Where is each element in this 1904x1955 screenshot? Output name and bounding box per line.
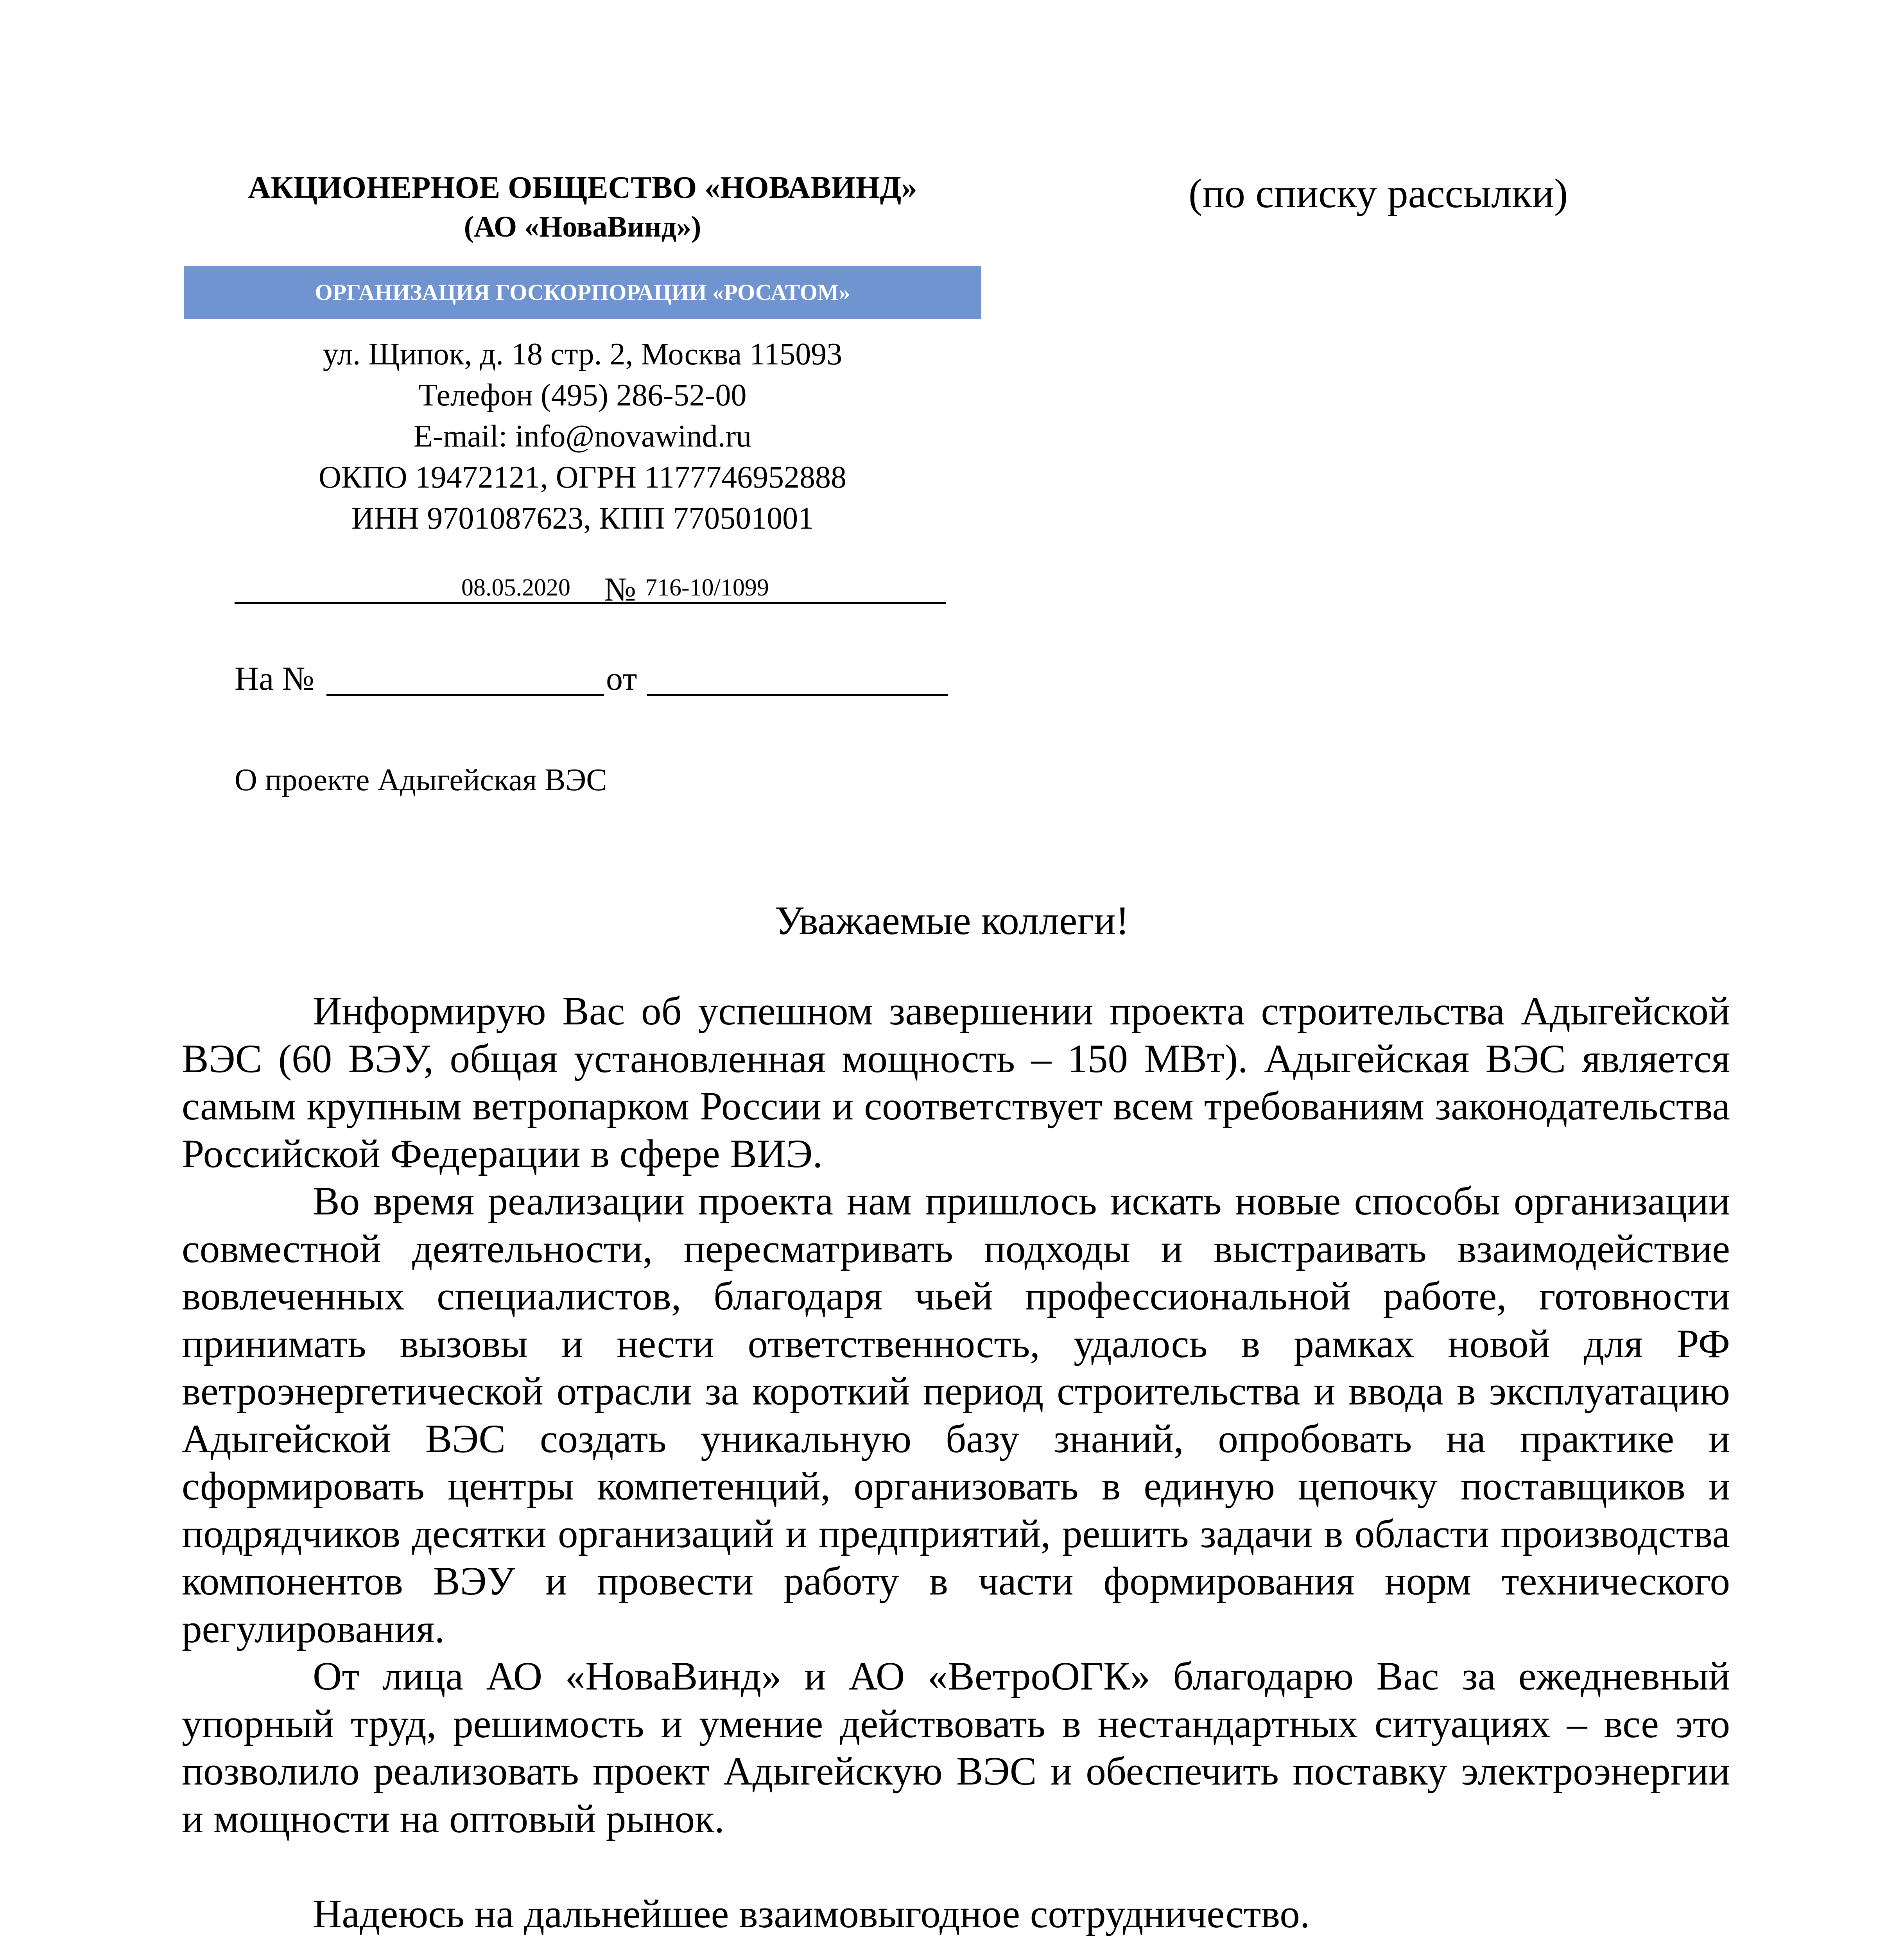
rosatom-banner: ОРГАНИЗАЦИЯ ГОСКОРПОРАЦИИ «РОСАТОМ» <box>184 266 981 319</box>
reference-number-blank <box>326 694 604 696</box>
body-paragraph: Во время реализации проекта нам пришлось искать новые способы организации совместной деятельности, пересматривать подходы и выстраивать взаимодействие вовлеченных специалистов, благодаря чьей профессиональной работе, готовности принимать вызовы и нести ответственность, удалось в рамках новой для РФ ветроэнергетической отрасли за короткий период строительства и ввода в эксплуатацию Адыгейской ВЭС создать уникальную базу знаний, опробовать на практике и сформировать центры компетенций, организовать в единую цепочку поставщиков и подрядчиков десятки организаций и предприятий, решить задачи в области производства компонентов ВЭУ и провести работу в части формирования норм технического регулирования. <box>182 1179 1730 1651</box>
company-okpo-ogrn: ОКПО 19472121, ОГРН 1177746952888 <box>319 460 846 495</box>
company-email: E-mail: info@novawind.ru <box>413 419 752 454</box>
registration-date: 08.05.2020 <box>461 574 570 601</box>
salutation: Уважаемые коллеги! <box>775 898 1129 943</box>
reference-date-blank <box>647 694 948 696</box>
recipient: (по списку рассылки) <box>1189 170 1568 216</box>
company-full-name: АКЦИОНЕРНОЕ ОБЩЕСТВО «НОВАВИНД» <box>248 170 917 205</box>
body-paragraph: От лица АО «НоваВинд» и АО «ВетроОГК» благодарю Вас за ежедневный упорный труд, решимость и умение действовать в нестандартных ситуациях – все это позволило реализовать проект Адыгейскую ВЭС и обеспечить поставку электроэнергии и мощности на оптовый рынок. <box>182 1654 1730 1841</box>
company-address: ул. Щипок, д. 18 стр. 2, Москва 115093 <box>323 337 843 371</box>
registration-number-sign: № <box>604 570 636 608</box>
registration-number: 716-10/1099 <box>645 574 769 601</box>
company-phone: Телефон (495) 286-52-00 <box>418 378 747 413</box>
body-paragraph: Информирую Вас об успешном завершении проекта строительства Адыгейской ВЭС (60 ВЭУ, общая установленная мощность – 150 МВт). Адыгейская ВЭС является самым крупным ветропарком России и соответствует всем требованиям законодательства Российской Федерации в сфере ВИЭ. <box>182 989 1730 1176</box>
company-short-name: (АО «НоваВинд») <box>464 210 701 243</box>
company-contacts <box>184 334 981 539</box>
registration-underline <box>235 602 946 604</box>
reference-number-label: На № <box>235 660 314 697</box>
company-inn-kpp: ИНН 9701087623, КПП 770501001 <box>351 501 814 536</box>
letterhead <box>184 168 981 539</box>
reference-from-label: от <box>606 660 637 697</box>
closing-line: Надеюсь на дальнейшее взаимовыгодное сотрудничество. <box>313 1892 1310 1936</box>
letter-body <box>182 988 1730 1843</box>
letter-subject: О проекте Адыгейская ВЭС <box>235 763 607 797</box>
